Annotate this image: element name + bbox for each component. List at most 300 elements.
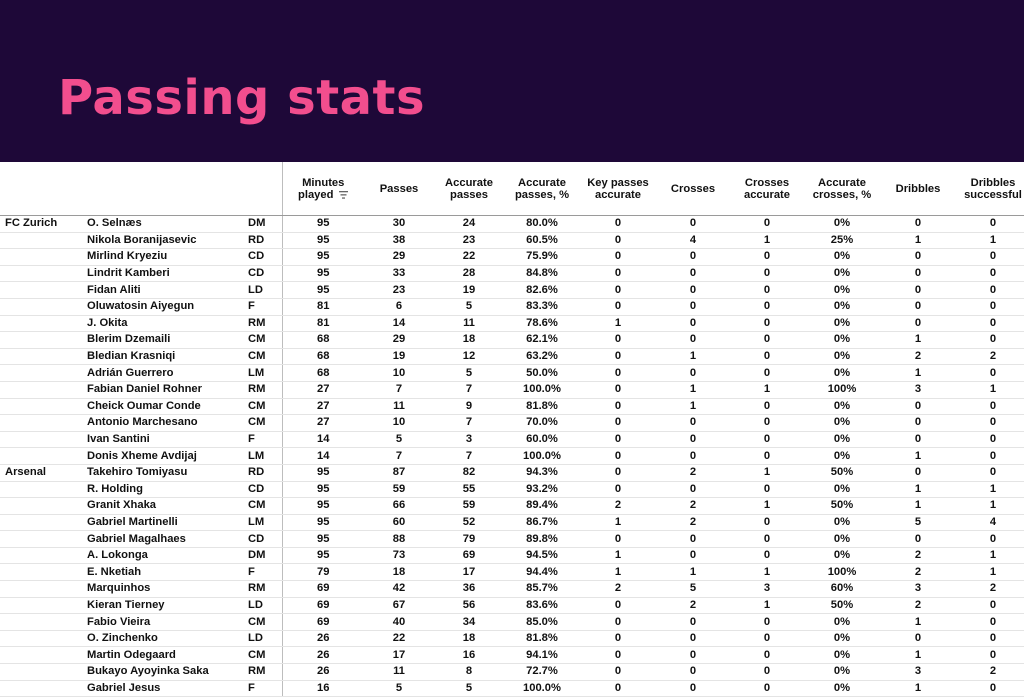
- stat-cell: 7: [364, 448, 434, 465]
- stat-cell: 0: [730, 614, 804, 631]
- stat-cell: 1: [956, 481, 1024, 498]
- stat-cell: 0%: [804, 415, 880, 432]
- stat-cell: 27: [282, 415, 364, 432]
- player-name-cell: Blerim Dzemaili: [80, 332, 244, 349]
- team-cell: [0, 249, 80, 266]
- stat-cell: 1: [730, 464, 804, 481]
- stat-cell: 0: [580, 647, 656, 664]
- position-cell: RM: [244, 315, 282, 332]
- stat-cell: 94.1%: [504, 647, 580, 664]
- column-header[interactable]: [956, 162, 1024, 216]
- stat-cell: 0: [580, 415, 656, 432]
- stat-cell: 0: [880, 249, 956, 266]
- stat-cell: 0: [880, 298, 956, 315]
- stat-cell: 69: [282, 597, 364, 614]
- player-name-cell: J. Okita: [80, 315, 244, 332]
- team-cell: [0, 630, 80, 647]
- stat-cell: 9: [434, 398, 504, 415]
- player-name-cell: Fabio Vieira: [80, 614, 244, 631]
- stat-cell: 18: [364, 564, 434, 581]
- stat-cell: 0: [730, 282, 804, 299]
- stat-cell: 69: [434, 547, 504, 564]
- stat-cell: 0%: [804, 398, 880, 415]
- stat-cell: 0: [730, 630, 804, 647]
- stat-cell: 95: [282, 265, 364, 282]
- player-name-cell: O. Selnæs: [80, 216, 244, 233]
- stat-cell: 89.8%: [504, 531, 580, 548]
- table-row: [0, 298, 1024, 315]
- stat-cell: 0: [956, 249, 1024, 266]
- stat-cell: 7: [364, 381, 434, 398]
- stat-cell: 0%: [804, 282, 880, 299]
- player-name-cell: Gabriel Magalhaes: [80, 531, 244, 548]
- stat-cell: 0: [580, 664, 656, 681]
- stat-cell: 0%: [804, 365, 880, 382]
- stat-cell: 5: [880, 514, 956, 531]
- stat-cell: 0: [656, 448, 730, 465]
- stat-cell: 0%: [804, 315, 880, 332]
- stat-cell: 3: [880, 581, 956, 598]
- stat-cell: 50.0%: [504, 365, 580, 382]
- player-name-cell: R. Holding: [80, 481, 244, 498]
- position-cell: CM: [244, 398, 282, 415]
- table-row: [0, 348, 1024, 365]
- stat-cell: 85.7%: [504, 581, 580, 598]
- stat-cell: 18: [434, 630, 504, 647]
- table-row: [0, 265, 1024, 282]
- stat-cell: 0: [730, 647, 804, 664]
- stat-cell: 17: [434, 564, 504, 581]
- stat-cell: 100%: [804, 564, 880, 581]
- stat-cell: 83.3%: [504, 298, 580, 315]
- stat-cell: 0: [956, 531, 1024, 548]
- stat-cell: 0: [656, 630, 730, 647]
- stat-cell: 1: [730, 564, 804, 581]
- stat-cell: 0: [880, 216, 956, 233]
- table-row: [0, 614, 1024, 631]
- stat-cell: 100.0%: [504, 381, 580, 398]
- team-cell: [0, 481, 80, 498]
- stat-cell: 29: [364, 249, 434, 266]
- team-cell: [0, 298, 80, 315]
- stat-cell: 0: [730, 664, 804, 681]
- stat-cell: 0%: [804, 630, 880, 647]
- stat-cell: 0%: [804, 332, 880, 349]
- team-cell: [0, 232, 80, 249]
- stat-cell: 7: [434, 448, 504, 465]
- stat-cell: 0: [880, 398, 956, 415]
- stat-cell: 60.5%: [504, 232, 580, 249]
- stat-cell: 2: [656, 464, 730, 481]
- stat-cell: 0: [580, 398, 656, 415]
- player-name-cell: Lindrit Kamberi: [80, 265, 244, 282]
- stat-cell: 0: [580, 282, 656, 299]
- stat-cell: 26: [282, 630, 364, 647]
- stat-cell: 0: [956, 298, 1024, 315]
- stat-cell: 68: [282, 348, 364, 365]
- stat-cell: 0: [956, 216, 1024, 233]
- team-cell: [0, 514, 80, 531]
- stat-cell: 0: [730, 216, 804, 233]
- stat-cell: 0: [956, 365, 1024, 382]
- stat-cell: 0: [730, 514, 804, 531]
- stat-cell: 73: [364, 547, 434, 564]
- column-header[interactable]: [434, 162, 504, 216]
- stat-cell: 83.6%: [504, 597, 580, 614]
- stat-cell: 0: [656, 315, 730, 332]
- stat-cell: 0: [656, 332, 730, 349]
- team-cell: Arsenal: [0, 464, 80, 481]
- column-header[interactable]: [364, 162, 434, 216]
- stat-cell: 0: [956, 630, 1024, 647]
- player-name-cell: Fabian Daniel Rohner: [80, 381, 244, 398]
- table-row: [0, 547, 1024, 564]
- position-cell: LM: [244, 448, 282, 465]
- column-header[interactable]: [880, 162, 956, 216]
- player-header: [80, 162, 244, 216]
- stat-cell: 0: [580, 232, 656, 249]
- stat-cell: 2: [880, 348, 956, 365]
- position-cell: RM: [244, 381, 282, 398]
- stat-cell: 0: [656, 531, 730, 548]
- header-row: [0, 162, 1024, 216]
- stat-cell: 95: [282, 531, 364, 548]
- stat-cell: 1: [956, 547, 1024, 564]
- table-row: [0, 664, 1024, 681]
- stat-cell: 0: [656, 547, 730, 564]
- team-cell: [0, 398, 80, 415]
- stat-cell: 63.2%: [504, 348, 580, 365]
- stat-cell: 14: [282, 431, 364, 448]
- stat-cell: 0: [580, 348, 656, 365]
- team-cell: [0, 415, 80, 432]
- stat-cell: 50%: [804, 498, 880, 515]
- stat-cell: 25%: [804, 232, 880, 249]
- player-name-cell: Gabriel Jesus: [80, 680, 244, 697]
- stat-cell: 33: [364, 265, 434, 282]
- stat-cell: 5: [434, 680, 504, 697]
- team-cell: [0, 597, 80, 614]
- stat-cell: 11: [364, 664, 434, 681]
- team-cell: [0, 431, 80, 448]
- stat-cell: 0: [730, 398, 804, 415]
- stat-cell: 50%: [804, 597, 880, 614]
- column-header[interactable]: [504, 162, 580, 216]
- stat-cell: 81.8%: [504, 398, 580, 415]
- position-cell: CM: [244, 647, 282, 664]
- stat-cell: 0: [580, 298, 656, 315]
- stat-cell: 0%: [804, 431, 880, 448]
- table-row: [0, 365, 1024, 382]
- stat-cell: 68: [282, 365, 364, 382]
- stat-cell: 11: [434, 315, 504, 332]
- position-cell: RD: [244, 232, 282, 249]
- column-header[interactable]: [656, 162, 730, 216]
- position-cell: F: [244, 431, 282, 448]
- table-row: [0, 464, 1024, 481]
- player-name-cell: Cheick Oumar Conde: [80, 398, 244, 415]
- stat-cell: 14: [282, 448, 364, 465]
- stat-cell: 78.6%: [504, 315, 580, 332]
- stat-cell: 24: [434, 216, 504, 233]
- stat-cell: 18: [434, 332, 504, 349]
- stat-cell: 0%: [804, 216, 880, 233]
- player-name-cell: A. Lokonga: [80, 547, 244, 564]
- stat-cell: 0%: [804, 265, 880, 282]
- stat-cell: 95: [282, 282, 364, 299]
- stat-cell: 1: [880, 647, 956, 664]
- stat-cell: 85.0%: [504, 614, 580, 631]
- stat-cell: 26: [282, 664, 364, 681]
- position-cell: CD: [244, 265, 282, 282]
- stat-cell: 2: [956, 664, 1024, 681]
- stat-cell: 0: [730, 448, 804, 465]
- stat-cell: 0: [880, 315, 956, 332]
- player-name-cell: Marquinhos: [80, 581, 244, 598]
- stat-cell: 3: [880, 381, 956, 398]
- stat-cell: 30: [364, 216, 434, 233]
- table-row: [0, 481, 1024, 498]
- column-header-label: Minutes played: [298, 176, 345, 201]
- position-cell: CM: [244, 614, 282, 631]
- stat-cell: 60%: [804, 581, 880, 598]
- stat-cell: 0: [956, 282, 1024, 299]
- stat-cell: 0: [580, 265, 656, 282]
- stat-cell: 0: [580, 614, 656, 631]
- team-cell: [0, 547, 80, 564]
- position-cell: CM: [244, 332, 282, 349]
- stat-cell: 0: [730, 680, 804, 697]
- stat-cell: 0: [656, 415, 730, 432]
- stat-cell: 0: [580, 381, 656, 398]
- stat-cell: 82.6%: [504, 282, 580, 299]
- column-header-label: Dribbles: [895, 182, 941, 195]
- stat-cell: 0: [656, 282, 730, 299]
- stat-cell: 59: [434, 498, 504, 515]
- position-cell: LM: [244, 365, 282, 382]
- stat-cell: 0: [730, 348, 804, 365]
- stat-cell: 23: [434, 232, 504, 249]
- stat-cell: 0: [580, 365, 656, 382]
- table-row: [0, 448, 1024, 465]
- table-row: [0, 315, 1024, 332]
- table-row: [0, 564, 1024, 581]
- stat-cell: 2: [956, 581, 1024, 598]
- stat-cell: 0: [956, 332, 1024, 349]
- stat-cell: 2: [656, 597, 730, 614]
- stat-cell: 1: [956, 381, 1024, 398]
- column-header[interactable]: [730, 162, 804, 216]
- table-row: [0, 332, 1024, 349]
- team-cell: [0, 381, 80, 398]
- stat-cell: 0%: [804, 348, 880, 365]
- team-cell: [0, 282, 80, 299]
- stat-cell: 62.1%: [504, 332, 580, 349]
- stat-cell: 0: [730, 415, 804, 432]
- stat-cell: 56: [434, 597, 504, 614]
- table-row: [0, 630, 1024, 647]
- position-cell: RM: [244, 581, 282, 598]
- table-row: [0, 216, 1024, 233]
- stat-cell: 1: [956, 232, 1024, 249]
- stat-cell: 28: [434, 265, 504, 282]
- stat-cell: 79: [434, 531, 504, 548]
- stat-cell: 8: [434, 664, 504, 681]
- stat-cell: 1: [580, 315, 656, 332]
- stat-cell: 0%: [804, 514, 880, 531]
- stat-cell: 5: [656, 581, 730, 598]
- column-header[interactable]: [282, 162, 364, 216]
- stat-cell: 3: [880, 664, 956, 681]
- stat-cell: 0: [656, 680, 730, 697]
- stat-cell: 0: [880, 415, 956, 432]
- stat-cell: 0: [730, 547, 804, 564]
- stat-cell: 100.0%: [504, 448, 580, 465]
- stat-cell: 95: [282, 232, 364, 249]
- player-name-cell: Nikola Boranijasevic: [80, 232, 244, 249]
- stat-cell: 0%: [804, 680, 880, 697]
- stat-cell: 1: [656, 398, 730, 415]
- stat-cell: 0%: [804, 547, 880, 564]
- position-cell: RM: [244, 664, 282, 681]
- stat-cell: 95: [282, 464, 364, 481]
- column-header-label: Crosses: [670, 182, 716, 195]
- stat-cell: 70.0%: [504, 415, 580, 432]
- position-cell: LD: [244, 282, 282, 299]
- team-cell: [0, 614, 80, 631]
- position-cell: CM: [244, 348, 282, 365]
- position-cell: LD: [244, 630, 282, 647]
- position-cell: F: [244, 298, 282, 315]
- team-cell: FC Zurich: [0, 216, 80, 233]
- stat-cell: 27: [282, 398, 364, 415]
- column-header-label: Accurate passes, %: [514, 176, 570, 201]
- position-cell: DM: [244, 216, 282, 233]
- stat-cell: 17: [364, 647, 434, 664]
- team-cell: [0, 265, 80, 282]
- stat-cell: 75.9%: [504, 249, 580, 266]
- stat-cell: 95: [282, 514, 364, 531]
- player-name-cell: O. Zinchenko: [80, 630, 244, 647]
- stat-cell: 0: [656, 298, 730, 315]
- stat-cell: 0: [580, 597, 656, 614]
- column-header[interactable]: [804, 162, 880, 216]
- page-title: Passing stats: [58, 70, 426, 126]
- stat-cell: 29: [364, 332, 434, 349]
- sort-descending-icon[interactable]: [339, 191, 348, 199]
- stat-cell: 88: [364, 531, 434, 548]
- table-row: [0, 282, 1024, 299]
- stat-cell: 22: [434, 249, 504, 266]
- stat-cell: 82: [434, 464, 504, 481]
- column-header-label: Accurate crosses, %: [812, 176, 872, 201]
- stat-cell: 0: [656, 614, 730, 631]
- player-name-cell: Fidan Aliti: [80, 282, 244, 299]
- stat-cell: 81: [282, 298, 364, 315]
- stat-cell: 0%: [804, 647, 880, 664]
- player-name-cell: Martin Odegaard: [80, 647, 244, 664]
- stat-cell: 5: [364, 431, 434, 448]
- stat-cell: 1: [880, 332, 956, 349]
- stat-cell: 0: [880, 282, 956, 299]
- player-name-cell: Bledian Krasniqi: [80, 348, 244, 365]
- stat-cell: 10: [364, 365, 434, 382]
- stat-cell: 2: [656, 498, 730, 515]
- stat-cell: 1: [580, 547, 656, 564]
- stat-cell: 5: [364, 680, 434, 697]
- stat-cell: 0: [730, 249, 804, 266]
- team-cell: [0, 531, 80, 548]
- stat-cell: 16: [282, 680, 364, 697]
- stat-cell: 69: [282, 581, 364, 598]
- stat-cell: 12: [434, 348, 504, 365]
- stat-cell: 2: [580, 498, 656, 515]
- stat-cell: 1: [580, 514, 656, 531]
- page-header: [0, 0, 1024, 162]
- column-header[interactable]: [580, 162, 656, 216]
- table-row: [0, 431, 1024, 448]
- stat-cell: 40: [364, 614, 434, 631]
- team-cell: [0, 664, 80, 681]
- player-name-cell: Takehiro Tomiyasu: [80, 464, 244, 481]
- stat-cell: 4: [956, 514, 1024, 531]
- table-row: [0, 249, 1024, 266]
- player-name-cell: Kieran Tierney: [80, 597, 244, 614]
- stat-cell: 0: [956, 614, 1024, 631]
- stat-cell: 94.3%: [504, 464, 580, 481]
- stat-cell: 0: [730, 481, 804, 498]
- position-cell: DM: [244, 547, 282, 564]
- stat-cell: 0: [730, 332, 804, 349]
- stat-cell: 3: [434, 431, 504, 448]
- stat-cell: 1: [730, 232, 804, 249]
- player-name-cell: Mirlind Kryeziu: [80, 249, 244, 266]
- stat-cell: 66: [364, 498, 434, 515]
- player-name-cell: Granit Xhaka: [80, 498, 244, 515]
- stat-cell: 0: [880, 431, 956, 448]
- stat-cell: 1: [730, 597, 804, 614]
- stat-cell: 0%: [804, 298, 880, 315]
- stat-cell: 100.0%: [504, 680, 580, 697]
- position-cell: F: [244, 564, 282, 581]
- stat-cell: 0: [880, 464, 956, 481]
- stat-cell: 100%: [804, 381, 880, 398]
- position-cell: RD: [244, 464, 282, 481]
- player-name-cell: Adrián Guerrero: [80, 365, 244, 382]
- stat-cell: 0: [656, 431, 730, 448]
- stat-cell: 1: [880, 498, 956, 515]
- stat-cell: 50%: [804, 464, 880, 481]
- stat-cell: 86.7%: [504, 514, 580, 531]
- stat-cell: 1: [880, 614, 956, 631]
- stat-cell: 0: [580, 249, 656, 266]
- stat-cell: 34: [434, 614, 504, 631]
- stat-cell: 0: [656, 265, 730, 282]
- stat-cell: 0: [580, 448, 656, 465]
- stat-cell: 0: [956, 315, 1024, 332]
- stat-cell: 0: [656, 216, 730, 233]
- stat-cell: 22: [364, 630, 434, 647]
- stat-cell: 10: [364, 415, 434, 432]
- stat-cell: 0: [580, 481, 656, 498]
- position-cell: CD: [244, 249, 282, 266]
- stat-cell: 95: [282, 249, 364, 266]
- player-name-cell: Bukayo Ayoyinka Saka: [80, 664, 244, 681]
- stat-cell: 42: [364, 581, 434, 598]
- column-header-label: Key passes accurate: [587, 176, 649, 201]
- passing-stats-table: [0, 162, 1024, 697]
- team-cell: [0, 498, 80, 515]
